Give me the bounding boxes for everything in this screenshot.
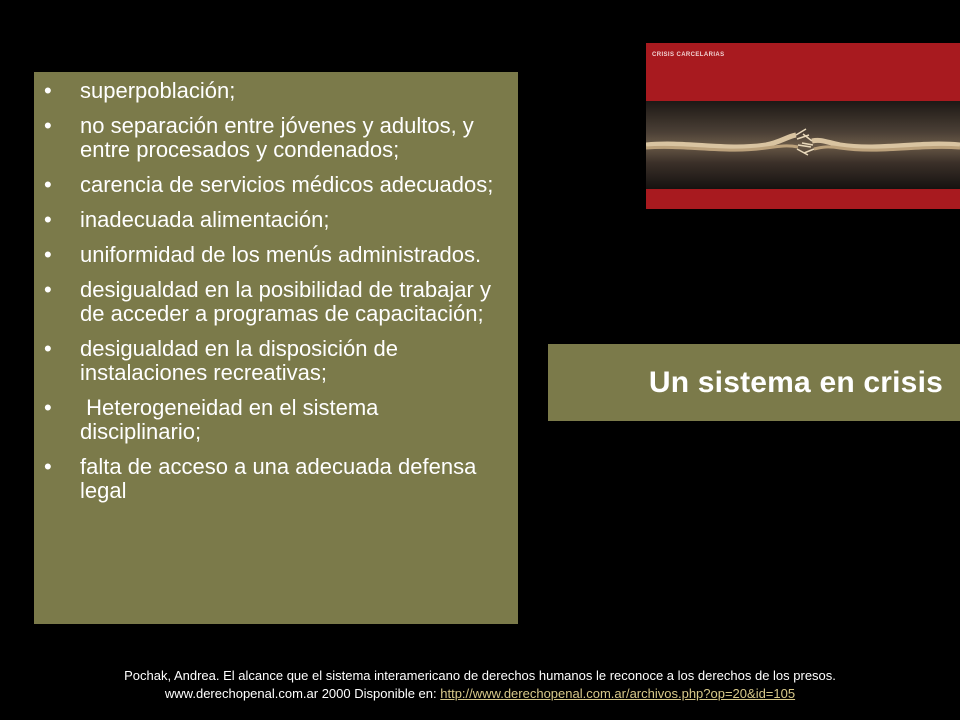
citation-footer	[0, 667, 960, 703]
list-item	[44, 208, 502, 232]
slide-title: Un sistema en crisis	[648, 365, 943, 399]
list-item	[44, 114, 502, 162]
list-item	[44, 278, 502, 326]
bullet-text: falta de acceso a una adecuada defensa legal	[80, 454, 483, 503]
bullet-text: uniformidad de los menús administrados.	[80, 242, 482, 267]
bullet-dot: •	[44, 395, 52, 420]
bullet-text: carencia de servicios médicos adecuados;	[80, 172, 494, 197]
bullet-dot: •	[44, 172, 52, 197]
bullet-dot: •	[44, 454, 52, 479]
list-item	[44, 396, 502, 444]
frayed-rope-icon	[646, 101, 960, 189]
citation-line: Pochak, Andrea. El alcance que el sistema interamericano de derechos humanos le reconoce a los derechos de los presos.	[124, 668, 836, 683]
bullet-list	[44, 79, 502, 503]
bullet-dot: •	[44, 113, 52, 138]
bullet-dot: •	[44, 277, 52, 302]
list-item	[44, 455, 502, 503]
bullet-dot: •	[44, 78, 52, 103]
source-link[interactable]: http://www.derechopenal.com.ar/archivos.php?op=20&id=105	[440, 686, 796, 701]
citation-source-prefix: www.derechopenal.com.ar 2000 Disponible en:	[164, 686, 441, 701]
bullet-dot: •	[44, 242, 52, 267]
bullet-text: Heterogeneidad en el sistema disciplinario;	[80, 395, 385, 444]
bullet-text: desigualdad en la posibilidad de trabajar y de acceder a programas de capacitación;	[80, 277, 498, 326]
bullet-panel	[34, 72, 518, 624]
list-item	[44, 79, 502, 103]
list-item	[44, 173, 502, 197]
bullet-text: superpoblación;	[80, 78, 236, 103]
cover-header: CRISIS CARCELARIAS	[652, 52, 725, 58]
bullet-dot: •	[44, 207, 52, 232]
bullet-text: no separación entre jóvenes y adultos, y entre procesados y condenados;	[80, 113, 480, 162]
book-cover-image	[646, 43, 960, 209]
list-item	[44, 243, 502, 267]
list-item	[44, 337, 502, 385]
bullet-text: desigualdad en la disposición de instalaciones recreativas;	[80, 336, 405, 385]
title-box	[548, 344, 960, 421]
bullet-dot: •	[44, 336, 52, 361]
bullet-text: inadecuada alimentación;	[80, 207, 330, 232]
citation-source-line	[0, 685, 960, 703]
